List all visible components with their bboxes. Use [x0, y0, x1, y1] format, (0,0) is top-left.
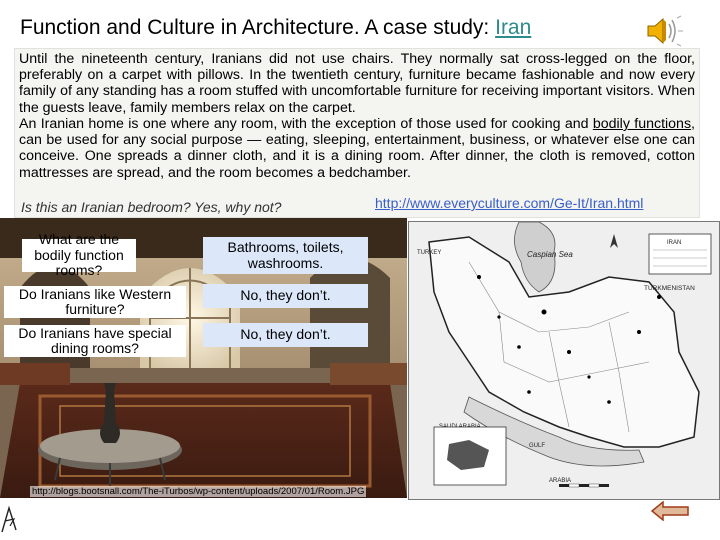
logo-icon: [0, 504, 20, 534]
qa-question-2: Do Iranians like Western furniture?: [4, 286, 186, 318]
map-label-turkmenistan: TURKMENISTAN: [644, 285, 695, 292]
bodily-functions-link[interactable]: bodily functions: [592, 116, 692, 132]
intro-paragraph-1: Until the nineteenth century, Iranians did not use chairs. They normally sat cross-legged on the floor, preferably on a carpet with pillows. In the twentieth century, furniture became fashionable and now every family of any standing has a room stuffed with uncomfortable furniture for receiving important visitors. When the guests leave, family members relax on the carpet.: [19, 51, 695, 116]
paragraph-2-text: An Iranian home is one where any room, with the exception of those used for cooking and: [19, 116, 593, 132]
intro-textbox: [14, 48, 700, 218]
source-link[interactable]: http://www.everyculture.com/Ge-It/Iran.html: [375, 195, 644, 211]
back-arrow-icon[interactable]: [651, 501, 689, 521]
bedroom-question: Is this an Iranian bedroom? Yes, why not?: [21, 199, 282, 215]
map-label-caspian: Caspian Sea: [527, 250, 573, 259]
map-label-iran: IRAN: [667, 240, 682, 246]
photo-source-caption: http://blogs.bootsnall.com/The-iTurbos/wp-content/uploads/2007/01/Room.JPG: [32, 486, 365, 497]
speaker-icon[interactable]: [644, 14, 684, 48]
paragraph-2-text-end: , can be used for any social purpose — eating, sleeping, entertainment, business, or whatever else one can conceive. One spreads a dinner cloth, and it is a dining room. After dinner, the cloth is removed, cotton mattresses are spread, and the room becomes a bedchamber.: [19, 116, 695, 181]
map-label-gulf: GULF: [529, 443, 546, 449]
slide-title: [20, 16, 531, 40]
qa-question-3: Do Iranians have special dining rooms?: [4, 325, 186, 357]
map-label-turkey: TURKEY: [417, 250, 442, 256]
qa-answer-3: No, they don’t.: [203, 323, 368, 347]
qa-answer-2: No, they don’t.: [203, 284, 368, 308]
intro-paragraph-2: [19, 116, 695, 181]
qa-question-1: What are the bodily function rooms?: [22, 239, 136, 272]
iran-link[interactable]: Iran: [495, 16, 532, 39]
slide-title-text: Function and Culture in Architecture. A case study:: [20, 16, 496, 39]
map-label-arabia: ARABIA: [549, 478, 572, 484]
qa-answer-1: Bathrooms, toilets, washrooms.: [203, 237, 368, 274]
iran-map: [408, 221, 720, 500]
